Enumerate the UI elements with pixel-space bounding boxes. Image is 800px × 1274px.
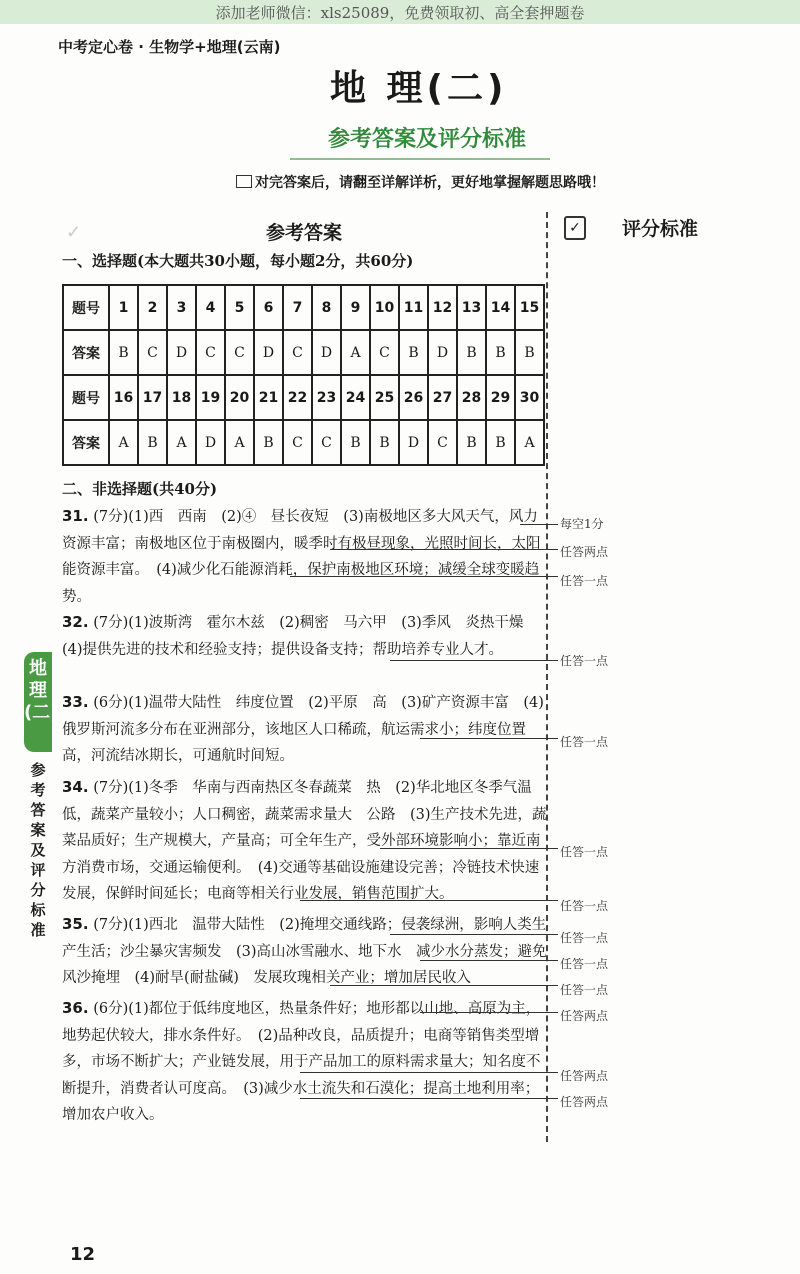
cell: C [428, 420, 457, 465]
question-text: (7分)(1)西北 温带大陆性 (2)掩埋交通线路；侵袭绿洲，影响人类生产生活；沙尘暴灾害频发 (3)高山冰雪融水、地下水 减少水分蒸发；避免风沙掩埋 (4)耐旱(耐盐碱) 发展玫瑰相关产业；增加居民收入 [62, 917, 547, 986]
cell: 28 [457, 375, 486, 420]
cell: A [109, 420, 138, 465]
score-connector [330, 549, 558, 550]
score-note: 每空1分 [560, 517, 604, 531]
answer-table [62, 284, 545, 466]
book-header: 中考定心卷 · 生物学+地理(云南) [58, 38, 281, 56]
question-number: 33. [62, 693, 89, 711]
score-connector [330, 985, 558, 986]
cell: 16 [109, 375, 138, 420]
banner-text: 添加老师微信：xls25089，免费领取初、高全套押题卷 [215, 4, 585, 22]
question-text: (7分)(1)西 西南 (2)④ 昼长夜短 (3)南极地区多大风天气，风力资源丰富；南极地区位于南极圈内，暖季时有极昼现象，光照时间长，太阳能资源丰富。 (4)减少化石能源消耗，保护南极地区环境；减缓全球变暖趋势。 [62, 509, 541, 605]
score-note: 任答两点 [560, 1069, 609, 1083]
cell: C [312, 420, 341, 465]
question-33 [62, 689, 548, 770]
question-32 [62, 609, 548, 663]
section-nonchoice-heading: 二、非选择题(共40分) [62, 480, 218, 498]
table-row [63, 375, 544, 420]
cell: A [167, 420, 196, 465]
score-connector [300, 900, 558, 901]
cell: 5 [225, 285, 254, 330]
score-note: 任答两点 [560, 1095, 609, 1109]
cell: C [225, 330, 254, 375]
section-choice-heading: 一、选择题(本大题共30小题，每小题2分，共60分) [62, 252, 414, 270]
cell: D [399, 420, 428, 465]
score-connector [300, 1098, 558, 1099]
question-34 [62, 774, 548, 908]
score-connector [520, 524, 558, 525]
cell: B [341, 420, 370, 465]
question-text: (6分)(1)都位于低纬度地区，热量条件好；地形都以山地、高原为主，地势起伏较大，排水条件好。 (2)品种改良，品质提升；电商等销售类型增多，市场不断扩大；产业链发展，用于产品加工的原料需求量大；知名度不断提升，消费者认可度高。 (3)减少水土流失和石漠化；提高土地利用率；增加农户收入。 [62, 1001, 541, 1123]
question-text: (6分)(1)温带大陆性 纬度位置 (2)平原 高 (3)矿产资源丰富 (4)俄罗斯河流多分布在亚洲部分，该地区人口稀疏，航运需求小；纬度位置高，河流结冰期长，可通航时间短。 [62, 695, 544, 764]
question-text: (7分)(1)冬季 华南与西南热区冬春蔬菜 热 (2)华北地区冬季气温低，蔬菜产量较小；人口稠密，蔬菜需求量大 公路 (3)生产技术先进，蔬菜品质好；生产规模大，产量高；可全年生产，受外部环境影响小；靠近南方消费市场，交通运输便利。 (4)交通等基础设施建设完善；冷链技术快速发展，保鲜时间延长；电商等相关行业发展，销售范围扩大。 [62, 780, 547, 902]
side-label: 参考答案及评分标准 [30, 761, 46, 939]
question-number: 31. [62, 507, 89, 525]
score-note: 任答一点 [560, 899, 609, 913]
cell: B [138, 420, 167, 465]
score-connector [390, 934, 558, 935]
question-number: 34. [62, 778, 89, 796]
cell: A [341, 330, 370, 375]
cell: 8 [312, 285, 341, 330]
cell: 27 [428, 375, 457, 420]
cell: 6 [254, 285, 283, 330]
cell: B [109, 330, 138, 375]
cell: C [283, 330, 312, 375]
side-tab: 地理(二) [24, 652, 52, 752]
score-note: 任答一点 [560, 983, 609, 997]
cell: B [486, 420, 515, 465]
scoring-standard-heading: 评分标准 [622, 218, 699, 240]
question-number: 35. [62, 915, 89, 933]
cell: C [370, 330, 399, 375]
cell: 7 [283, 285, 312, 330]
tip-text: 对完答案后，请翻至详解详析，更好地掌握解题思路哦！ [255, 175, 605, 191]
cell: C [138, 330, 167, 375]
cell: D [167, 330, 196, 375]
score-note: 任答一点 [560, 845, 609, 859]
question-31 [62, 503, 548, 610]
score-connector [390, 660, 558, 661]
table-row [63, 420, 544, 465]
cell: 24 [341, 375, 370, 420]
cell: A [515, 420, 544, 465]
row-label: 答案 [63, 330, 109, 375]
row-label: 题号 [63, 375, 109, 420]
score-connector [290, 576, 558, 577]
cell: B [399, 330, 428, 375]
row-label: 答案 [63, 420, 109, 465]
cell: B [370, 420, 399, 465]
cell: 2 [138, 285, 167, 330]
cell: 15 [515, 285, 544, 330]
cell: 29 [486, 375, 515, 420]
cell: 26 [399, 375, 428, 420]
score-connector [380, 848, 558, 849]
cell: B [457, 420, 486, 465]
cell: D [254, 330, 283, 375]
cell: 20 [225, 375, 254, 420]
cell: B [515, 330, 544, 375]
cell: C [196, 330, 225, 375]
tip-line [236, 172, 605, 192]
cell: 19 [196, 375, 225, 420]
cell: 10 [370, 285, 399, 330]
cell: D [196, 420, 225, 465]
cell: 22 [283, 375, 312, 420]
cell: B [254, 420, 283, 465]
cell: 13 [457, 285, 486, 330]
page-number: 12 [70, 1244, 96, 1265]
score-check-icon: ✓ [564, 216, 586, 240]
note-icon [236, 175, 252, 188]
page-subtitle: 参考答案及评分标准 [328, 127, 527, 152]
cell: 30 [515, 375, 544, 420]
question-number: 36. [62, 999, 89, 1017]
cell: 12 [428, 285, 457, 330]
score-note: 任答一点 [560, 957, 609, 971]
cell: 3 [167, 285, 196, 330]
reference-answer-heading: 参考答案 [266, 222, 343, 244]
check-icon: ✓ [66, 222, 82, 243]
cell: D [312, 330, 341, 375]
question-36 [62, 995, 548, 1129]
cell: 23 [312, 375, 341, 420]
cell: A [225, 420, 254, 465]
score-connector [420, 960, 558, 961]
score-connector [420, 1012, 558, 1013]
cell: 11 [399, 285, 428, 330]
score-note: 任答两点 [560, 545, 609, 559]
page-title: 地 理(二) [330, 68, 508, 109]
cell: 1 [109, 285, 138, 330]
question-35 [62, 911, 548, 992]
table-row [63, 285, 544, 330]
score-connector [420, 738, 558, 739]
subtitle-underline [290, 158, 550, 160]
question-number: 32. [62, 613, 89, 631]
row-label: 题号 [63, 285, 109, 330]
cell: 9 [341, 285, 370, 330]
score-note: 任答一点 [560, 931, 609, 945]
score-connector [300, 1072, 558, 1073]
cell: 21 [254, 375, 283, 420]
table-row [63, 330, 544, 375]
cell: 18 [167, 375, 196, 420]
cell: C [283, 420, 312, 465]
score-note: 任答一点 [560, 654, 609, 668]
score-note: 任答一点 [560, 735, 609, 749]
cell: B [457, 330, 486, 375]
cell: 14 [486, 285, 515, 330]
cell: B [486, 330, 515, 375]
cell: 25 [370, 375, 399, 420]
score-note: 任答一点 [560, 574, 609, 588]
cell: D [428, 330, 457, 375]
score-note: 任答两点 [560, 1009, 609, 1023]
question-text: (7分)(1)波斯湾 霍尔木兹 (2)稠密 马六甲 (3)季风 炎热干燥 (4)提供先进的技术和经验支持；提供设备支持；帮助培养专业人才。 [62, 615, 538, 658]
cell: 4 [196, 285, 225, 330]
cell: 17 [138, 375, 167, 420]
